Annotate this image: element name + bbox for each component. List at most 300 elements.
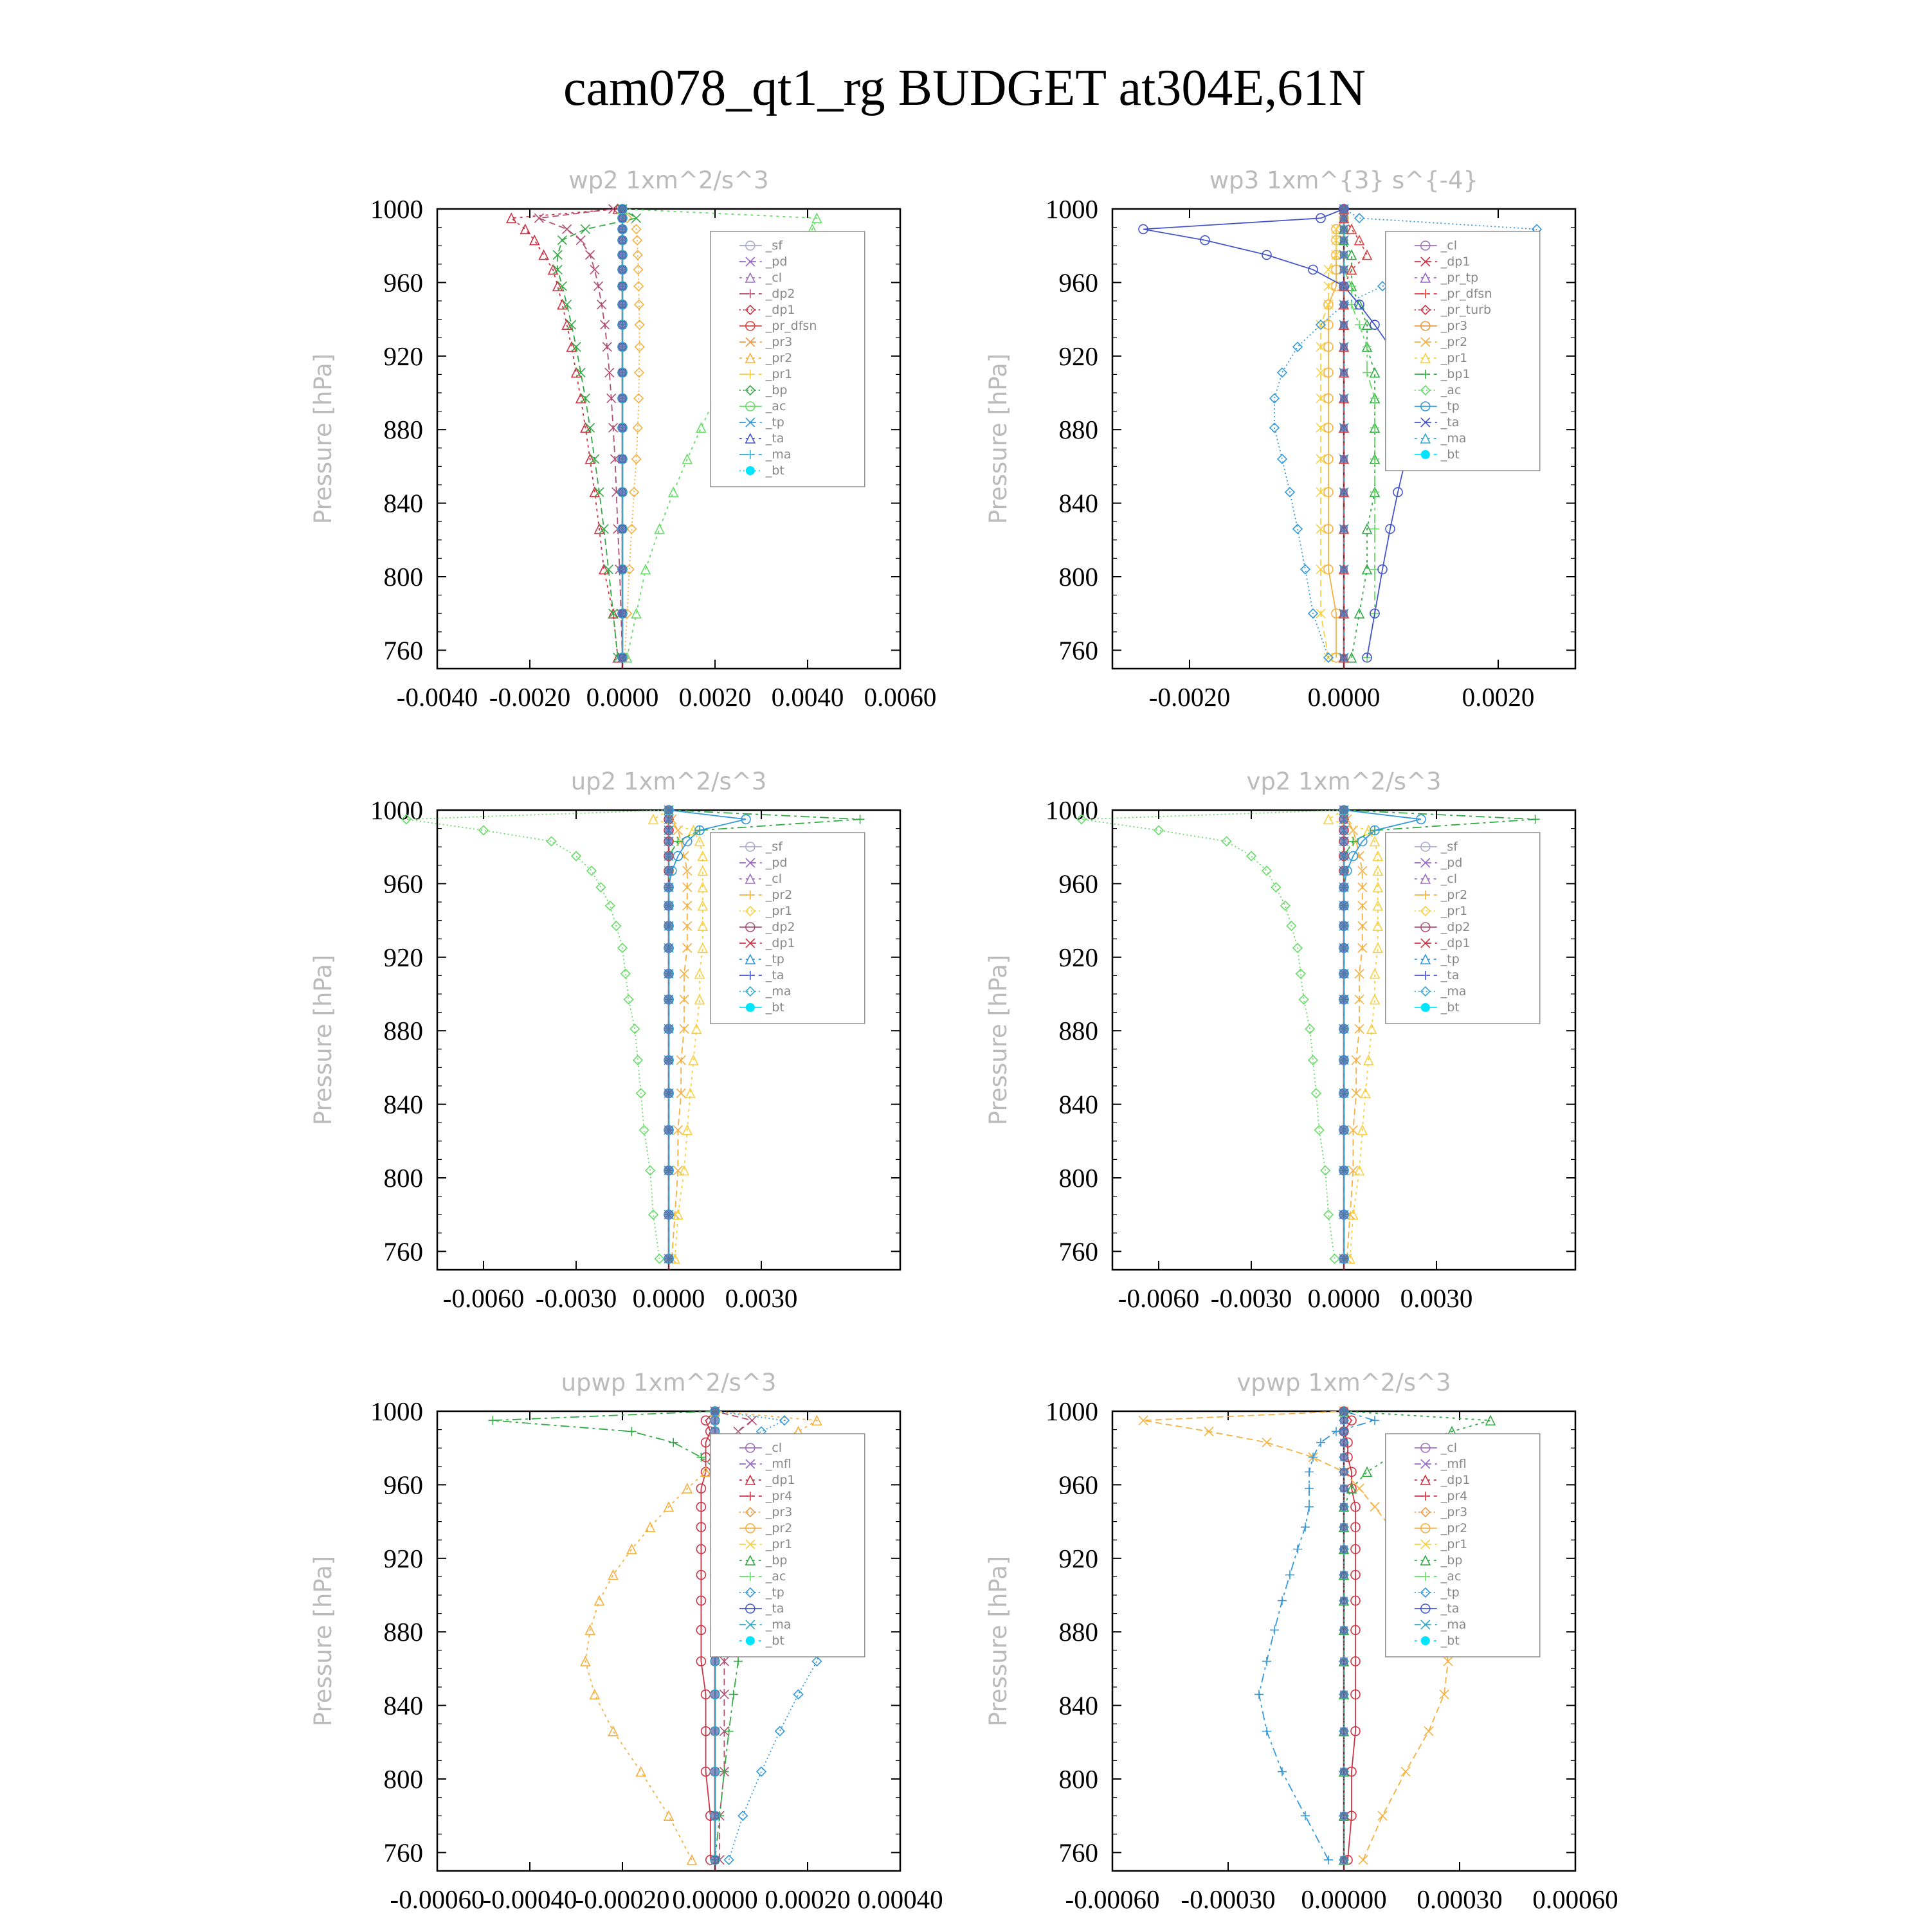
y-tick-label: 880	[1058, 1016, 1098, 1046]
series-line	[1344, 209, 1375, 658]
legend-label: _ac	[765, 1569, 786, 1584]
panel-vpwp	[984, 1369, 1618, 1914]
x-tick-label: -0.00020	[575, 1884, 670, 1914]
legend-label: _bp	[765, 383, 788, 397]
data-point	[1340, 321, 1348, 329]
series-line	[557, 209, 636, 658]
data-point	[1300, 995, 1309, 1004]
data-point	[1370, 1416, 1379, 1425]
data-point	[1340, 1025, 1348, 1033]
y-tick-label: 760	[1058, 1236, 1098, 1267]
legend-label: _dp1	[1440, 255, 1471, 269]
data-point	[1340, 1690, 1348, 1698]
data-point	[734, 1657, 743, 1666]
data-point	[619, 225, 626, 233]
legend-label: _pr1	[765, 904, 793, 918]
panel-title: up2 1xm^2/s^3	[570, 768, 767, 795]
x-tick-label: -0.0030	[535, 1283, 617, 1313]
series-dp1	[402, 806, 673, 1263]
y-tick-label: 880	[1058, 1617, 1098, 1647]
data-point	[669, 487, 678, 496]
x-tick-label: 0.0000	[1307, 1283, 1381, 1313]
series-ta	[1139, 204, 1410, 662]
data-point	[619, 566, 626, 573]
data-point	[1278, 368, 1287, 377]
y-tick-label: 960	[383, 267, 423, 298]
legend-label: _pr1	[1440, 904, 1468, 918]
y-tick-label: 1000	[1046, 1396, 1098, 1426]
x-tick-label: 0.0000	[586, 682, 659, 712]
series-line	[1344, 1411, 1355, 1860]
data-point	[665, 853, 673, 860]
data-point	[619, 214, 626, 222]
legend-label: _ac	[1440, 1569, 1462, 1584]
legend-label: _pr2	[1440, 335, 1468, 349]
data-point	[581, 224, 590, 233]
legend-label: _tp	[1440, 1585, 1460, 1600]
legend-label: _pr4	[765, 1489, 793, 1503]
x-tick-label: -0.00040	[482, 1884, 577, 1914]
series-line	[653, 810, 703, 1259]
x-tick-label: 0.0000	[632, 1283, 705, 1313]
data-point	[1340, 944, 1348, 952]
x-tick-label: 0.0020	[1462, 682, 1535, 712]
legend-label: _dp1	[1440, 936, 1471, 950]
data-point	[1340, 1407, 1348, 1415]
y-tick-label: 800	[383, 562, 423, 591]
x-tick-label: 0.0020	[678, 682, 752, 712]
data-point	[1340, 1503, 1348, 1511]
legend-label: _tp	[765, 1585, 784, 1600]
legend-label: _ta	[765, 968, 784, 982]
legend-label: _dp2	[765, 287, 795, 301]
data-point	[1293, 343, 1302, 352]
data-point	[711, 1728, 719, 1735]
data-point	[669, 1438, 678, 1447]
data-point	[619, 525, 626, 533]
data-point	[1340, 251, 1348, 259]
legend-label: _pr2	[1440, 888, 1468, 902]
legend-label: _cl	[1440, 239, 1458, 253]
data-point	[1340, 806, 1348, 814]
data-point	[1340, 1728, 1348, 1735]
legend-label: _pr_tp	[1440, 271, 1479, 285]
data-point	[1340, 883, 1348, 891]
data-point	[619, 343, 626, 351]
data-point	[665, 1089, 673, 1097]
data-point	[1340, 1812, 1348, 1819]
data-point	[1340, 343, 1348, 351]
x-tick-label: 0.00020	[765, 1884, 851, 1914]
y-tick-label: 760	[383, 635, 423, 665]
data-point	[1281, 901, 1290, 910]
data-point	[1278, 1767, 1287, 1776]
data-point	[856, 815, 865, 824]
data-point	[1340, 1597, 1348, 1605]
legend-label: _pd	[765, 255, 788, 269]
legend-label: _tp	[1440, 399, 1460, 413]
y-tick-label: 760	[1058, 635, 1098, 665]
data-point	[557, 282, 566, 291]
y-tick-label: 800	[1058, 562, 1098, 591]
data-point	[711, 1768, 719, 1776]
data-point	[711, 1407, 719, 1415]
legend-label: _bp	[1440, 1553, 1463, 1567]
legend-label: _ma	[765, 1618, 792, 1632]
data-point	[1370, 455, 1379, 464]
data-point	[586, 251, 595, 260]
panel-title: vpwp 1xm^2/s^3	[1236, 1369, 1451, 1396]
y-tick-label: 960	[383, 1470, 423, 1500]
data-point	[1340, 1546, 1348, 1553]
data-point	[594, 282, 603, 291]
y-tick-label: 840	[1058, 488, 1098, 518]
y-tick-label: 840	[383, 1089, 423, 1119]
legend-label: _pr2	[1440, 1521, 1468, 1535]
legend-label: _tp	[1440, 952, 1460, 966]
legend-label: _pr4	[1440, 1489, 1468, 1503]
data-point	[1347, 653, 1356, 662]
data-point	[1340, 815, 1348, 823]
x-tick-label: -0.0060	[1118, 1283, 1200, 1313]
data-point	[1424, 1727, 1433, 1736]
data-point	[1370, 1503, 1379, 1512]
legend-label: _tp	[765, 952, 784, 966]
data-point	[1301, 565, 1310, 574]
data-point	[563, 300, 572, 309]
y-tick-label: 920	[383, 942, 423, 972]
legend-label: _tp	[765, 415, 784, 429]
data-point	[1340, 1211, 1348, 1218]
data-point	[665, 1025, 673, 1033]
data-point	[633, 1056, 642, 1065]
data-point	[596, 883, 605, 892]
legend-label: _bt	[765, 1000, 784, 1015]
data-point	[655, 525, 664, 534]
data-point	[1340, 1523, 1348, 1531]
data-point	[1340, 1416, 1348, 1424]
y-tick-label: 800	[383, 1163, 423, 1193]
data-point	[1401, 1767, 1410, 1776]
legend-label: _pr1	[1440, 1537, 1468, 1551]
y-tick-label: 1000	[370, 795, 423, 825]
data-point	[1340, 225, 1348, 233]
data-point	[1340, 826, 1348, 834]
panel-title: wp3 1xm^{3} s^{-4}	[1209, 167, 1479, 194]
data-point	[1340, 266, 1348, 273]
data-point	[725, 1727, 734, 1736]
data-point	[1370, 423, 1379, 432]
y-tick-label: 1000	[370, 194, 423, 224]
data-point	[534, 213, 543, 222]
data-point	[627, 1427, 636, 1436]
y-tick-label: 1000	[370, 1396, 423, 1426]
data-point	[1340, 566, 1348, 573]
data-point	[757, 1767, 766, 1776]
data-point	[539, 251, 548, 260]
y-tick-label: 920	[1058, 341, 1098, 371]
legend-label: _mfl	[765, 1457, 792, 1471]
series-pr1	[649, 806, 707, 1263]
data-point	[619, 609, 626, 617]
data-point	[1340, 609, 1348, 617]
data-point	[1373, 883, 1382, 892]
legend-label: _bt	[1440, 447, 1460, 462]
series-line	[669, 810, 687, 1259]
data-point	[632, 213, 641, 222]
data-point	[665, 902, 673, 910]
y-axis-label: Pressure [hPa]	[309, 954, 337, 1126]
data-point	[619, 369, 626, 377]
data-point	[1340, 237, 1348, 244]
data-point	[619, 237, 626, 244]
data-point	[1293, 525, 1302, 534]
y-tick-label: 920	[1058, 1543, 1098, 1573]
y-tick-label: 800	[1058, 1163, 1098, 1193]
y-tick-label: 840	[383, 488, 423, 518]
data-point	[1324, 1855, 1333, 1864]
x-tick-label: -0.0060	[442, 1283, 525, 1313]
data-point	[711, 1856, 719, 1864]
x-tick-label: -0.0040	[396, 682, 478, 712]
y-tick-label: 920	[383, 1543, 423, 1573]
data-point	[640, 1126, 649, 1135]
y-tick-label: 760	[383, 1837, 423, 1868]
legend-label: _ac	[1440, 383, 1462, 397]
data-point	[1378, 1811, 1387, 1820]
panel-upwp	[309, 1369, 943, 1914]
data-point	[590, 265, 599, 274]
data-point	[1270, 1625, 1279, 1634]
legend-label: _bt	[765, 464, 784, 478]
legend-label: _sf	[765, 840, 783, 854]
data-point	[1340, 1167, 1348, 1175]
legend-label: _cl	[765, 1441, 783, 1455]
x-tick-label: -0.00060	[1065, 1884, 1160, 1914]
data-point	[696, 423, 705, 432]
data-point	[1340, 902, 1348, 910]
data-point	[1254, 1690, 1263, 1699]
data-point	[1262, 1438, 1271, 1447]
data-point	[635, 343, 644, 352]
data-point	[711, 1690, 719, 1698]
data-point	[775, 1727, 784, 1736]
data-point	[1340, 853, 1348, 860]
data-point	[1340, 1856, 1348, 1864]
data-point	[729, 1690, 738, 1699]
y-axis-label: Pressure [hPa]	[984, 1555, 1012, 1727]
legend-label: _ta	[765, 431, 784, 446]
data-point	[1330, 1254, 1339, 1263]
data-point	[1340, 282, 1348, 290]
legend-label: _cl	[1440, 1441, 1458, 1455]
data-point	[1340, 1056, 1348, 1064]
data-point	[637, 1767, 646, 1776]
y-tick-label: 920	[383, 341, 423, 371]
data-point	[619, 488, 626, 496]
legend-swatch-marker	[1421, 1003, 1430, 1012]
series-line	[1143, 209, 1406, 658]
data-point	[665, 883, 673, 891]
x-tick-label: 0.0000	[1307, 682, 1381, 712]
data-point	[557, 300, 566, 309]
data-point	[1340, 922, 1348, 930]
legend-label: _pr1	[765, 367, 793, 381]
series-line	[539, 209, 622, 658]
series-line	[1328, 209, 1344, 658]
series-line	[1259, 1411, 1375, 1860]
legend-label: _pr_dfsn	[765, 319, 817, 333]
data-point	[619, 395, 626, 402]
y-tick-label: 800	[1058, 1764, 1098, 1794]
data-point	[1340, 455, 1348, 463]
legend-label: _ma	[765, 984, 792, 998]
data-point	[1278, 455, 1287, 464]
legend-label: _cl	[765, 271, 783, 285]
y-tick-label: 920	[1058, 942, 1098, 972]
data-point	[619, 266, 626, 273]
data-point	[619, 455, 626, 463]
legend-label: _dp1	[1440, 1473, 1471, 1487]
data-point	[665, 1056, 673, 1064]
data-point	[1340, 525, 1348, 533]
data-point	[609, 1727, 618, 1736]
panel-up2	[309, 768, 900, 1313]
data-point	[1340, 1768, 1348, 1776]
data-point	[665, 806, 673, 814]
panel-title: vp2 1xm^2/s^3	[1246, 768, 1442, 795]
legend-label: _pr3	[765, 1505, 793, 1519]
data-point	[619, 251, 626, 259]
series-line	[1344, 209, 1375, 658]
legend-label: _pr_turb	[1440, 303, 1492, 317]
data-point	[1340, 1571, 1348, 1579]
legend-label: _sf	[765, 239, 783, 253]
data-point	[547, 837, 556, 846]
data-point	[595, 1596, 604, 1605]
data-point	[812, 1657, 821, 1666]
x-tick-label: 0.0030	[1400, 1283, 1473, 1313]
data-point	[609, 1571, 618, 1580]
data-point	[1324, 1210, 1333, 1219]
x-tick-label: 0.00000	[672, 1884, 758, 1914]
data-point	[738, 1811, 747, 1820]
series-pr1	[1324, 806, 1382, 1263]
data-point	[1262, 1657, 1271, 1666]
x-tick-label: 0.00060	[1532, 1884, 1618, 1914]
data-point	[1154, 826, 1163, 835]
data-point	[673, 837, 682, 846]
data-point	[576, 236, 585, 245]
data-point	[748, 1416, 757, 1425]
x-tick-label: -0.00060	[390, 1884, 485, 1914]
series-tp	[1254, 1407, 1379, 1864]
legend-label: _pr2	[765, 351, 793, 365]
data-point	[606, 901, 615, 910]
data-point	[1531, 815, 1540, 824]
data-point	[665, 944, 673, 952]
legend-label: _ma	[765, 447, 792, 462]
data-point	[1370, 394, 1379, 403]
data-point	[479, 826, 488, 835]
data-point	[557, 236, 566, 245]
panel-wp3	[984, 167, 1575, 712]
legend-label: _ta	[765, 1602, 784, 1616]
data-point	[1340, 488, 1348, 496]
y-tick-label: 760	[383, 1236, 423, 1267]
data-point	[1363, 1467, 1372, 1476]
legend-label: _ta	[1440, 415, 1460, 429]
data-point	[553, 282, 562, 291]
y-tick-label: 840	[1058, 1089, 1098, 1119]
data-point	[1340, 1126, 1348, 1134]
data-point	[633, 423, 642, 432]
data-point	[711, 1657, 719, 1665]
data-point	[794, 1690, 803, 1699]
x-tick-label: 0.0030	[725, 1283, 798, 1313]
data-point	[1367, 1024, 1376, 1033]
x-tick-label: 0.00030	[1417, 1884, 1503, 1914]
legend-label: _ta	[1440, 968, 1460, 982]
series-line	[1328, 810, 1378, 1259]
series-line	[622, 209, 640, 658]
data-point	[567, 320, 576, 329]
data-point	[655, 1254, 664, 1263]
data-point	[590, 1690, 599, 1699]
data-point	[1348, 837, 1357, 846]
data-point	[649, 1210, 658, 1219]
data-point	[619, 301, 626, 309]
legend-swatch-marker	[746, 466, 755, 475]
legend-label: _pr3	[1440, 319, 1468, 333]
data-point	[665, 838, 673, 845]
panel-title: upwp 1xm^2/s^3	[561, 1369, 777, 1396]
legend-label: _ac	[765, 399, 786, 413]
data-point	[1355, 213, 1364, 222]
data-point	[1340, 1439, 1348, 1447]
data-point	[649, 815, 658, 824]
data-point	[698, 883, 707, 892]
panel-vp2	[984, 768, 1575, 1313]
y-tick-label: 840	[1058, 1690, 1098, 1720]
data-point	[1315, 1126, 1324, 1135]
y-tick-label: 760	[1058, 1837, 1098, 1868]
legend-swatch-marker	[1421, 1636, 1430, 1645]
data-point	[1309, 1056, 1318, 1065]
series-line	[406, 810, 669, 1259]
data-point	[1340, 1468, 1348, 1476]
data-point	[1355, 320, 1364, 329]
data-point	[1340, 395, 1348, 402]
data-point	[1340, 838, 1348, 845]
series-bp	[553, 204, 640, 662]
x-tick-label: -0.00030	[1181, 1884, 1276, 1914]
legend-label: _ta	[1440, 1602, 1460, 1616]
legend-label: _cl	[765, 872, 783, 886]
x-tick-label: 0.00000	[1301, 1884, 1387, 1914]
legend-label: _dp1	[765, 1473, 795, 1487]
y-tick-label: 960	[1058, 267, 1098, 298]
legend-label: _bt	[765, 1634, 784, 1648]
data-point	[665, 867, 673, 874]
data-point	[665, 1126, 673, 1134]
data-point	[633, 265, 642, 274]
data-point	[1222, 837, 1231, 846]
legend-label: _pr2	[765, 888, 793, 902]
legend-label: _pr1	[1440, 351, 1468, 365]
y-tick-label: 960	[1058, 1470, 1098, 1500]
data-point	[1340, 1255, 1348, 1263]
